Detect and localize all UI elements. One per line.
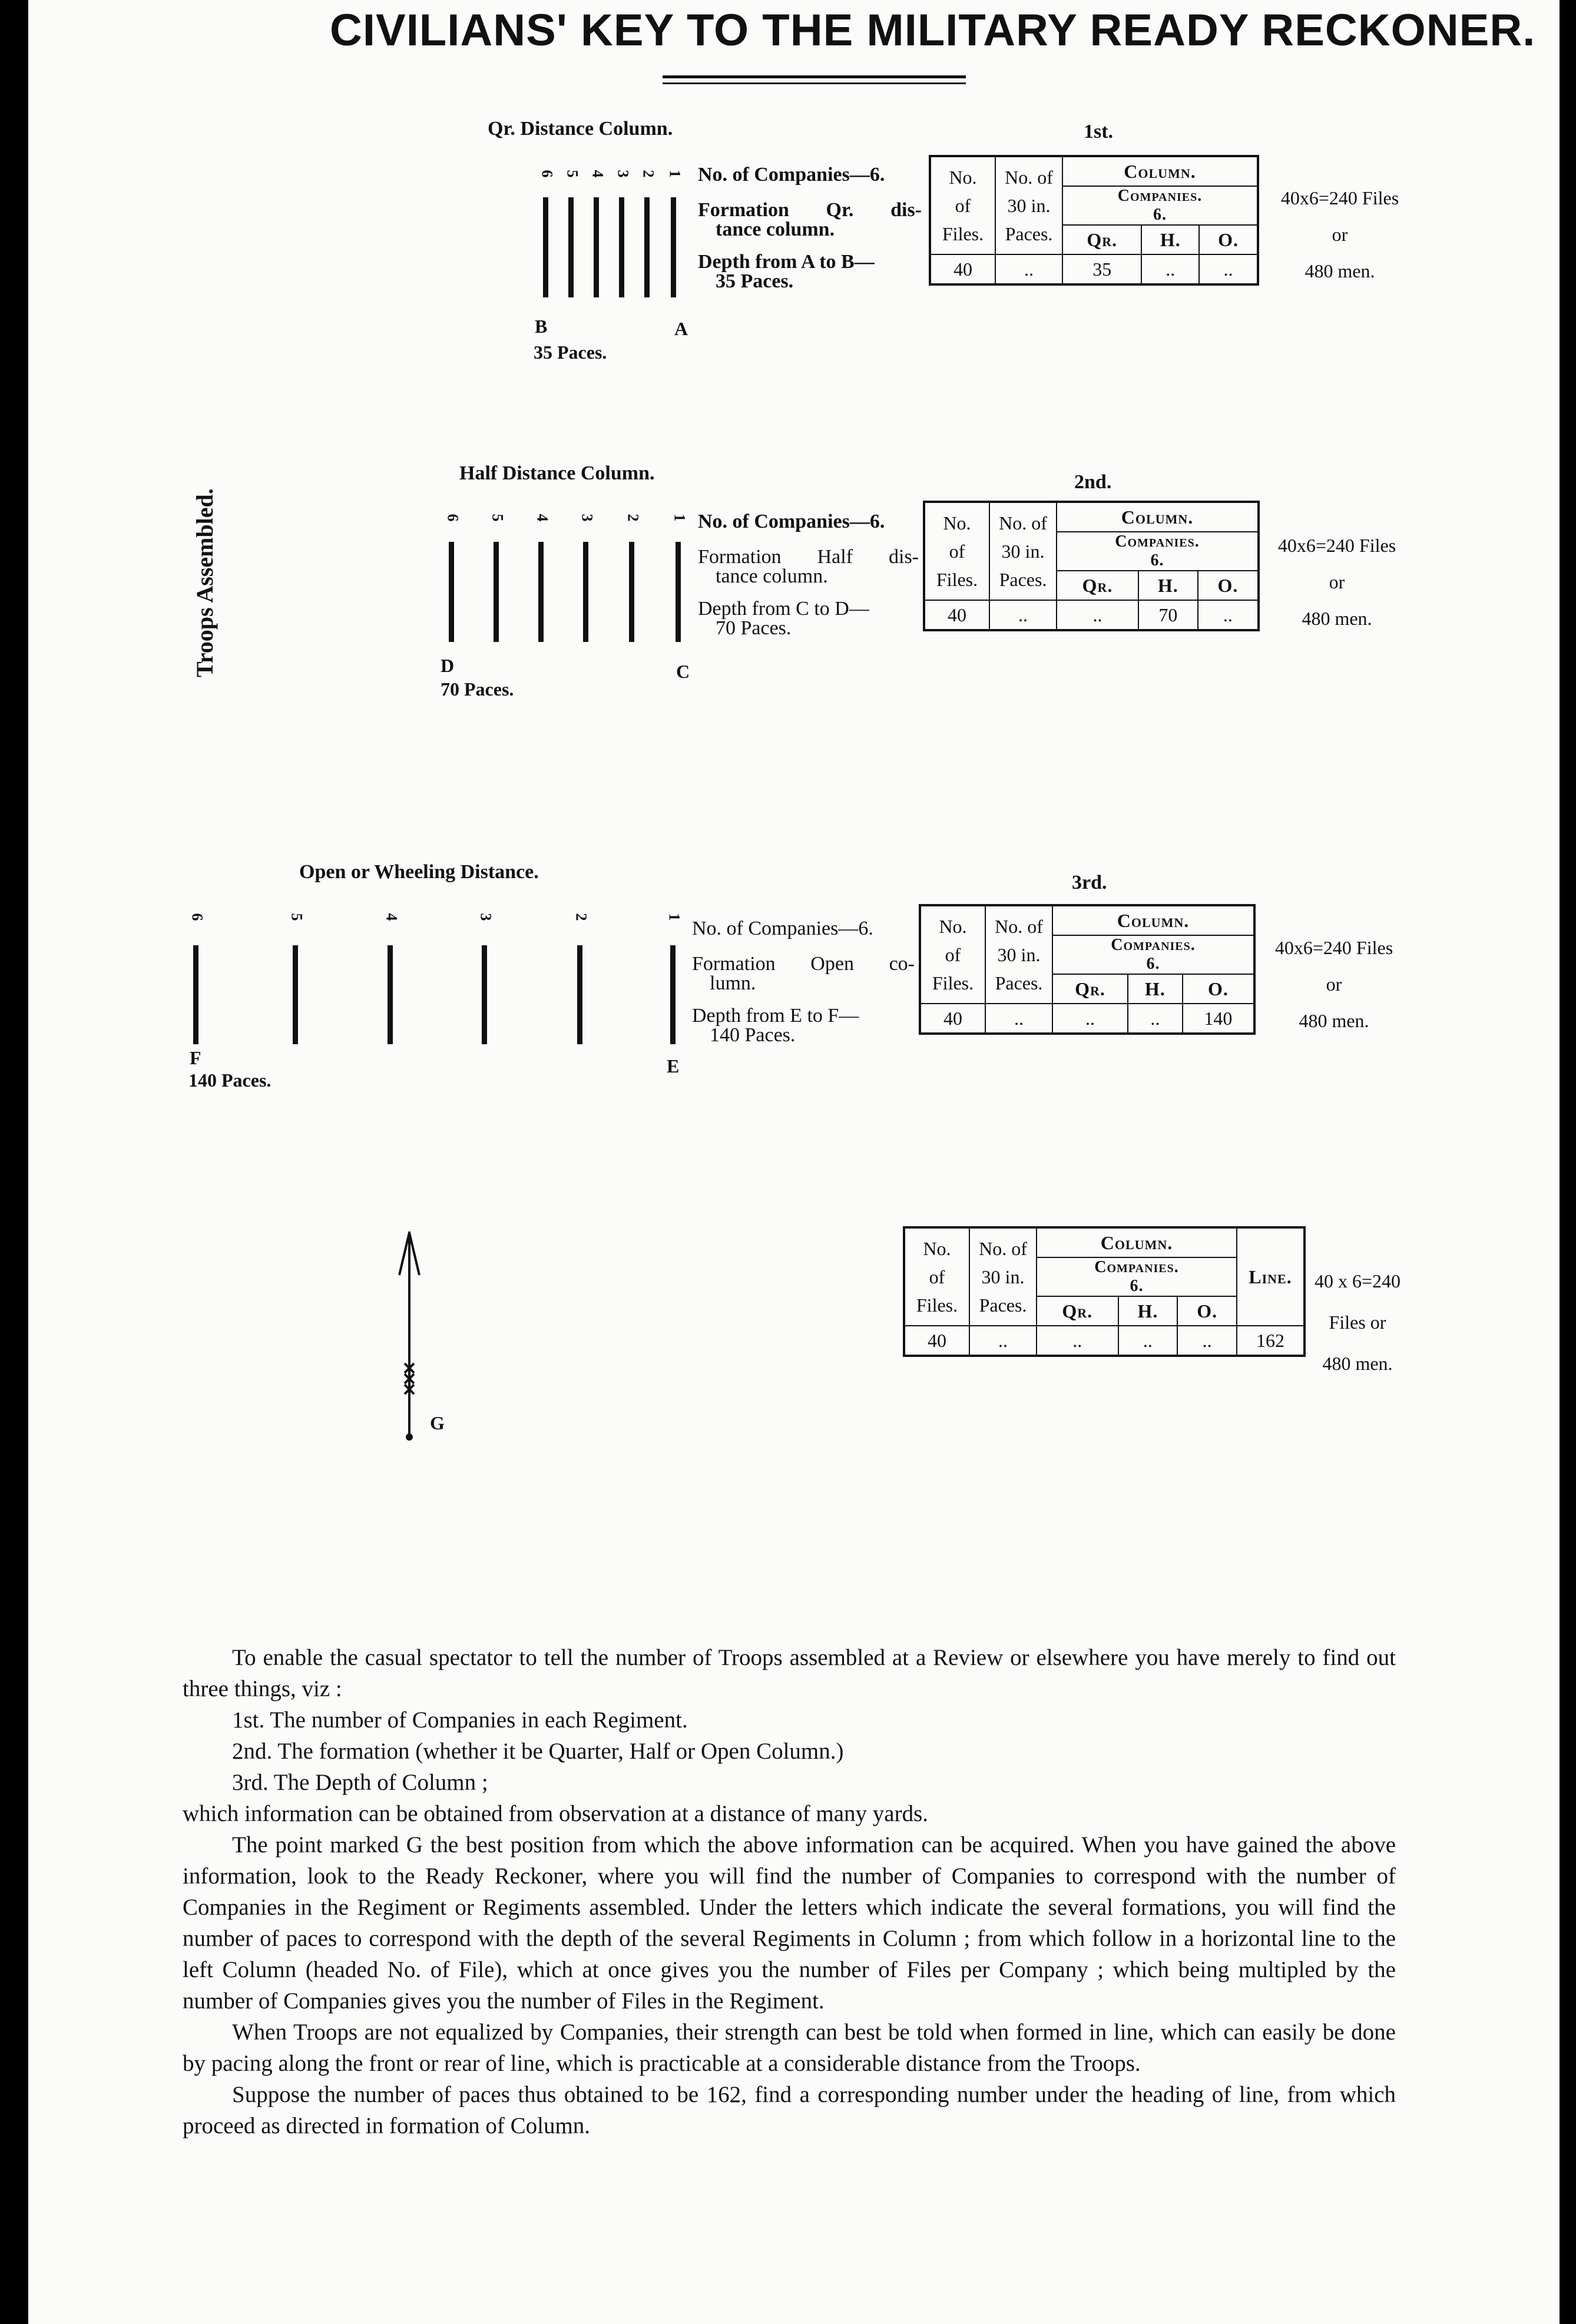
cell-o: .. bbox=[1199, 254, 1258, 284]
header-no-paces: No. of 30 in. Paces. bbox=[985, 905, 1052, 1004]
company-number: 4 bbox=[589, 170, 607, 178]
company-number: 2 bbox=[624, 514, 642, 522]
formation-text: Formation Half dis- bbox=[698, 546, 919, 568]
formation-text: lumn. bbox=[710, 972, 756, 994]
cell-h: 70 bbox=[1138, 600, 1198, 630]
header-no-paces: No. of 30 in. Paces. bbox=[989, 502, 1057, 600]
reckoner-table-2 bbox=[923, 501, 1260, 631]
cell-paces: .. bbox=[969, 1326, 1037, 1356]
header-no-paces: No. of 30 in. Paces. bbox=[969, 1227, 1037, 1326]
paces-label: 70 Paces. bbox=[441, 678, 514, 700]
diagram-3-title: Open or Wheeling Distance. bbox=[299, 861, 539, 883]
header-qr: Qr. bbox=[1057, 571, 1138, 600]
company-bar bbox=[568, 197, 574, 297]
point-label: D bbox=[441, 655, 455, 676]
companies-text: No. of Companies—6. bbox=[698, 511, 885, 532]
company-number: 6 bbox=[444, 514, 462, 522]
company-number: 1 bbox=[671, 514, 688, 522]
list-item: 1st. The number of Companies in each Regiment. bbox=[232, 1707, 688, 1733]
cell-h: .. bbox=[1128, 1004, 1183, 1034]
companies-text: No. of Companies—6. bbox=[698, 164, 885, 186]
company-bar bbox=[671, 197, 676, 297]
depth-text: 35 Paces. bbox=[716, 270, 794, 292]
diagram-1-description bbox=[698, 164, 922, 290]
cell-qr: .. bbox=[1052, 1004, 1128, 1034]
cell-o: 140 bbox=[1183, 1004, 1254, 1034]
company-number: 3 bbox=[614, 170, 632, 178]
reckoner-table-3 bbox=[919, 904, 1256, 1035]
cell-h: .. bbox=[1141, 254, 1199, 284]
company-bar bbox=[482, 945, 487, 1044]
company-number: 5 bbox=[564, 170, 581, 178]
header-h: H. bbox=[1141, 225, 1199, 254]
paragraph: The point marked G the best position from which the above information can be acquired. When you have gained the above information, look to the Ready Reckoner, where you will find the number of Companies to correspond with the number of Companies in the Regiment or Regiments assembled. Under the letters which indicate the several formations, you will find the number of paces to correspond with the depth of the several Regiments in Column ; from which follow in a horizontal line to the left Column (headed No. of File), which at once gives you the number of Files per Company ; which being multipled by the number of Companies gives you the number of Files in the Regiment. bbox=[183, 1832, 1396, 2014]
header-no-files: No. of Files. bbox=[904, 1227, 969, 1326]
header-companies: Companies. 6. bbox=[1057, 532, 1259, 571]
cell-qr: .. bbox=[1037, 1326, 1118, 1356]
header-column: Column. bbox=[1037, 1227, 1237, 1257]
page-title: CIVILIANS' KEY TO THE MILITARY READY RECKONER. bbox=[330, 5, 1536, 55]
company-number: 6 bbox=[188, 913, 206, 921]
paragraph-intro: To enable the casual spectator to tell the number of Troops assembled at a Review or elsewhere you have merely to find out three things, viz : bbox=[183, 1645, 1396, 1701]
header-qr: Qr. bbox=[1062, 225, 1141, 254]
company-number: 2 bbox=[640, 170, 657, 178]
header-no-files: No. of Files. bbox=[924, 502, 989, 600]
header-o: O. bbox=[1183, 974, 1254, 1004]
company-number: 1 bbox=[666, 170, 684, 178]
header-qr: Qr. bbox=[1037, 1296, 1118, 1326]
cell-files: 40 bbox=[924, 600, 989, 630]
depth-text: 70 Paces. bbox=[716, 617, 792, 639]
diagram-3-description bbox=[692, 918, 915, 1044]
cell-paces: .. bbox=[995, 254, 1062, 284]
company-number: 3 bbox=[578, 514, 596, 522]
diagram-2-title: Half Distance Column. bbox=[459, 462, 655, 484]
header-o: O. bbox=[1198, 571, 1259, 600]
company-bar bbox=[629, 542, 634, 642]
paragraph-continuation: which information can be obtained from observation at a distance of many yards. bbox=[183, 1801, 929, 1826]
diagram-2-description bbox=[698, 511, 919, 637]
company-bar bbox=[619, 197, 624, 297]
header-o: O. bbox=[1177, 1296, 1237, 1326]
point-label: F bbox=[190, 1047, 201, 1068]
company-number: 1 bbox=[666, 913, 683, 921]
header-column: Column. bbox=[1052, 905, 1254, 935]
header-h: H. bbox=[1138, 571, 1198, 600]
header-no-paces: No. of 30 in. Paces. bbox=[995, 156, 1062, 254]
depth-text: 140 Paces. bbox=[710, 1024, 796, 1046]
company-bar bbox=[538, 542, 544, 642]
title-rule bbox=[663, 75, 966, 78]
header-no-files: No. of Files. bbox=[930, 156, 995, 254]
side-label: Troops Assembled. bbox=[191, 488, 218, 677]
arrow-icon bbox=[389, 1228, 430, 1446]
formation-text: tance column. bbox=[716, 219, 835, 240]
table-row bbox=[930, 254, 1258, 284]
company-bar bbox=[293, 945, 298, 1044]
cell-o: .. bbox=[1177, 1326, 1237, 1356]
header-column: Column. bbox=[1057, 502, 1259, 532]
cell-paces: .. bbox=[985, 1004, 1052, 1034]
files-calculation: 40x6=240 Files or 480 men. bbox=[1274, 937, 1393, 1031]
company-number: 4 bbox=[534, 514, 551, 522]
files-calculation: 40x6=240 Files or 480 men. bbox=[1280, 187, 1399, 282]
cell-line: 162 bbox=[1237, 1326, 1304, 1356]
companies-text: No. of Companies—6. bbox=[692, 918, 873, 939]
company-bar bbox=[193, 945, 198, 1044]
paces-label: 35 Paces. bbox=[534, 342, 607, 363]
point-label: B bbox=[535, 316, 548, 337]
company-number: 3 bbox=[477, 913, 495, 921]
paces-label: 140 Paces. bbox=[188, 1070, 272, 1091]
diagram-1-ordinal: 1st. bbox=[1084, 121, 1114, 143]
paragraph: When Troops are not equalized by Companies, their strength can best be told when formed in line, which can easily be done by pacing along the front or rear of line, which is practicable at a considerable distance from the Troops. bbox=[183, 2020, 1396, 2076]
company-bar bbox=[449, 542, 454, 642]
point-label: C bbox=[676, 661, 690, 682]
table-row bbox=[904, 1326, 1304, 1356]
formation-text: Formation Qr. dis- bbox=[698, 199, 922, 221]
depth-text: Depth from A to B— bbox=[698, 251, 875, 273]
company-bar bbox=[644, 197, 650, 297]
company-number: 5 bbox=[288, 913, 306, 921]
cell-files: 40 bbox=[930, 254, 995, 284]
diagram-1-title: Qr. Distance Column. bbox=[488, 118, 673, 140]
explanation-text bbox=[183, 1642, 1396, 2141]
cell-h: .. bbox=[1118, 1326, 1178, 1356]
cell-paces: .. bbox=[989, 600, 1057, 630]
company-bar bbox=[676, 542, 681, 642]
line-files-calculation: 40 x 6=240 Files or 480 men. bbox=[1314, 1270, 1401, 1374]
header-companies: Companies. 6. bbox=[1037, 1257, 1237, 1296]
company-bar bbox=[583, 542, 588, 642]
company-bar bbox=[670, 945, 676, 1044]
depth-text: Depth from C to D— bbox=[698, 598, 869, 620]
company-number: 2 bbox=[572, 913, 590, 921]
company-bar bbox=[577, 945, 582, 1044]
title-rule-thin bbox=[663, 82, 966, 84]
header-companies: Companies. 6. bbox=[1062, 186, 1258, 225]
header-o: O. bbox=[1199, 225, 1258, 254]
header-qr: Qr. bbox=[1052, 974, 1128, 1004]
point-label: A bbox=[674, 318, 688, 339]
diagram-3-ordinal: 3rd. bbox=[1072, 872, 1107, 893]
table-row bbox=[920, 1004, 1254, 1034]
company-bar bbox=[543, 197, 548, 297]
company-number: 5 bbox=[489, 514, 506, 522]
header-column: Column. bbox=[1062, 156, 1258, 186]
formation-text: tance column. bbox=[716, 565, 828, 587]
reckoner-table-1 bbox=[929, 155, 1259, 286]
cell-qr: 35 bbox=[1062, 254, 1141, 284]
cell-files: 40 bbox=[904, 1326, 969, 1356]
line-table bbox=[903, 1226, 1306, 1357]
header-companies: Companies. 6. bbox=[1052, 935, 1254, 974]
point-label: E bbox=[667, 1055, 680, 1077]
cell-files: 40 bbox=[920, 1004, 985, 1034]
header-h: H. bbox=[1128, 974, 1183, 1004]
company-number: 4 bbox=[383, 913, 400, 921]
cell-o: .. bbox=[1198, 600, 1259, 630]
depth-text: Depth from E to F— bbox=[692, 1005, 859, 1027]
company-bar bbox=[388, 945, 393, 1044]
header-h: H. bbox=[1118, 1296, 1178, 1326]
list-item: 2nd. The formation (whether it be Quarter, Half or Open Column.) bbox=[232, 1739, 844, 1764]
formation-text: Formation Open co- bbox=[692, 953, 915, 975]
header-no-files: No. of Files. bbox=[920, 905, 985, 1004]
company-bar bbox=[494, 542, 499, 642]
point-g-label: G bbox=[430, 1412, 445, 1434]
list-item: 3rd. The Depth of Column ; bbox=[232, 1770, 488, 1795]
files-calculation: 40x6=240 Files or 480 men. bbox=[1277, 535, 1396, 629]
company-number: 6 bbox=[538, 170, 556, 178]
table-row bbox=[924, 600, 1259, 630]
company-bar bbox=[594, 197, 599, 297]
header-line: Line. bbox=[1237, 1227, 1304, 1326]
diagram-2-ordinal: 2nd. bbox=[1074, 471, 1112, 493]
cell-qr: .. bbox=[1057, 600, 1138, 630]
paragraph: Suppose the number of paces thus obtained to be 162, find a corresponding number under the heading of line, from which proceed as directed in formation of Column. bbox=[183, 2082, 1396, 2138]
